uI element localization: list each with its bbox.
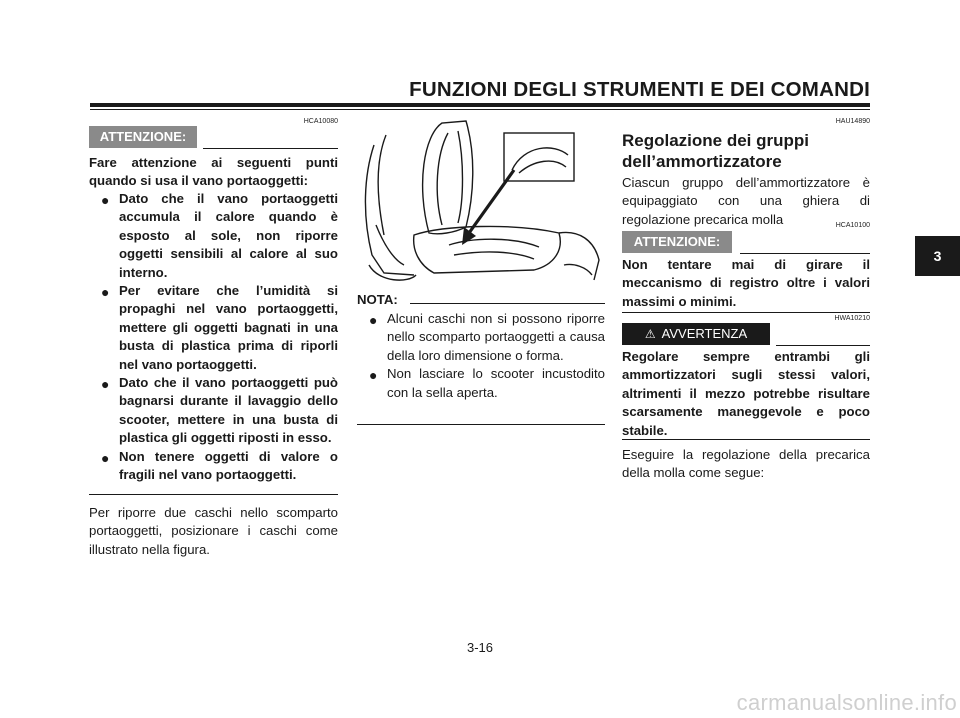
- bullet-dot-icon: ●: [101, 192, 110, 208]
- caution-code-right: HCA10100: [835, 222, 870, 229]
- chapter-tab[interactable]: 3: [915, 236, 960, 276]
- warning-label: AVVERTENZA: [661, 326, 748, 341]
- nota-label: NOTA:: [357, 292, 398, 307]
- section-code: HAU14890: [835, 118, 870, 125]
- caution-label-right: ATTENZIONE:: [622, 231, 732, 253]
- bullet-dot-icon: ●: [101, 284, 110, 301]
- warning-text: Regolare sempre entrambi gli ammortizzatori sugli stessi valori, altrimenti il mezzo potrebbe risultare scarsamente maneggevole e poco stabile.: [622, 349, 870, 438]
- nota-bullet-list: [357, 310, 605, 402]
- caution-intro: Fare attenzione ai seguenti punti quando si usa il vano portaoggetti:: [89, 155, 338, 189]
- caution-bullet-list: [89, 190, 338, 485]
- caution-label-rule-right: [740, 253, 870, 254]
- watermark: carmanualsonline.info: [736, 690, 957, 715]
- warning-triangle-icon: ⚠: [644, 327, 656, 341]
- caution-end-rule: [89, 494, 338, 495]
- bullet-dot-icon: ●: [101, 449, 110, 466]
- bullet-dot-icon: ●: [369, 367, 378, 384]
- bullet-dot-icon: ●: [369, 312, 378, 328]
- caution-label: ATTENZIONE:: [89, 126, 197, 148]
- page-number: 3-16: [466, 640, 494, 655]
- caution-code: HCA10080: [303, 118, 338, 125]
- warning-label-box: [622, 323, 770, 345]
- procedure-intro: Eseguire la regolazione della precarica della molla come segue:: [622, 447, 870, 481]
- warning-end-rule: [622, 439, 870, 440]
- caution-bullet-item: ● Non tenere oggetti di valore o fragili nel vano portaoggetti.: [101, 448, 338, 483]
- helmet-storage-illustration: [354, 115, 606, 285]
- caution-bullet-item: ● Dato che il vano portaoggetti può bagnarsi durante il lavaggio dello scooter, mettere in una busta di plastica gli oggetti riposti in esso.: [101, 375, 338, 446]
- caution-bullet-item: ● Dato che il vano portaoggetti accumula il calore quando è esposto al sole, non riporre oggetti sensibili al calore al suo interno.: [101, 191, 338, 280]
- nota-end-rule: [357, 424, 605, 425]
- caution-label-rule: [203, 148, 338, 149]
- warning-label-rule: [776, 345, 870, 346]
- caution-bullet-item: ● Per evitare che l’umidità si propaghi nel vano portaoggetti, mettere gli oggetti bagnati in una busta di plastica prima di riporli nel vano portaoggetti.: [101, 283, 338, 372]
- nota-bullet-item: ● Non lasciare lo scooter incustodito con la sella aperta.: [369, 366, 605, 400]
- warning-code: HWA10210: [834, 315, 870, 322]
- section-title-line2: dell’ammortizzatore: [622, 152, 782, 171]
- nota-rule: [410, 303, 605, 304]
- page-header-title: FUNZIONI DEGLI STRUMENTI E DEI COMANDI: [409, 78, 870, 101]
- nota-bullet-item: ● Alcuni caschi non si possono riporre nello scomparto portaoggetti a causa della loro dimensione o forma.: [369, 311, 605, 363]
- caution-end-rule-right: [622, 312, 870, 313]
- shock-absorber-intro: Ciascun gruppo dell’ammortizzatore è equipaggiato con una ghiera di regolazione precarica molla: [622, 175, 870, 227]
- header-rule: [90, 103, 870, 107]
- section-title-line1: Regolazione dei gruppi: [622, 131, 810, 150]
- bullet-dot-icon: ●: [101, 376, 110, 393]
- header-rule-thin: [90, 109, 870, 110]
- caution-text-right: Non tentare mai di girare il meccanismo di registro oltre i valori massimi o minimi.: [622, 257, 870, 309]
- helmet-storage-text: Per riporre due caschi nello scomparto portaoggetti, posizionare i caschi come illustrato nella figura.: [89, 505, 338, 557]
